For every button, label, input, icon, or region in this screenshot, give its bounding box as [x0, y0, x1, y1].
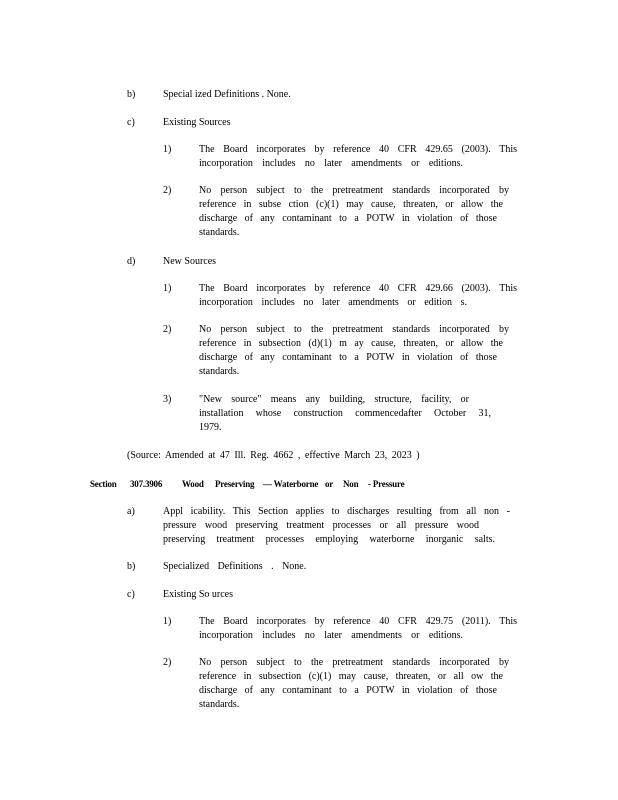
- text-line: The Board incorporates by reference 40 CFR 429.75 (2011). This: [199, 616, 517, 627]
- item-label: b): [127, 89, 136, 100]
- item-label: 1): [163, 616, 172, 627]
- item-text: [163, 255, 216, 269]
- item-label: 2): [163, 324, 172, 335]
- item-label: c): [127, 117, 135, 128]
- text-line: standards.: [199, 366, 240, 377]
- section-heading: [90, 478, 404, 490]
- text-line: No person subject to the pretreatment standards incorporated by: [199, 657, 509, 668]
- section-title-part: — Waterborne: [263, 479, 319, 489]
- item-label: 3): [163, 394, 172, 405]
- item-label: a): [127, 506, 135, 517]
- text-line: New Sources: [163, 256, 217, 267]
- item-label: 1): [163, 144, 172, 155]
- text-line: standards.: [199, 227, 240, 238]
- text-line: incorporation includes no later amendments or editions.: [199, 158, 463, 169]
- item-text: [199, 393, 491, 435]
- text-line: 1979.: [199, 422, 222, 433]
- item-text: [199, 323, 509, 379]
- text-line: installation whose construction commencedafter October 31,: [199, 408, 491, 419]
- item-text: [163, 588, 233, 602]
- text-line: pressure wood preserving treatment processes or all pressure wood: [163, 520, 479, 531]
- text-line: standards.: [199, 699, 240, 710]
- text-line: incorporation includes no later amendments or edition s.: [199, 297, 467, 308]
- text-line: discharge of any contaminant to a POTW in violation of those: [199, 213, 497, 224]
- item-label: d): [127, 256, 136, 267]
- item-text: [163, 88, 291, 102]
- section-number: 307.3906: [130, 479, 163, 489]
- text-line: discharge of any contaminant to a POTW in violation of those: [199, 685, 497, 696]
- text-line: Appl icability. This Section applies to discharges resulting from all non -: [163, 506, 510, 517]
- text-line: No person subject to the pretreatment standards incorporated by: [199, 185, 509, 196]
- text-line: Special ized Definitions . None.: [163, 89, 291, 100]
- text-line: preserving treatment processes employing waterborne inorganic salts.: [163, 534, 495, 545]
- text-line: The Board incorporates by reference 40 CFR 429.65 (2003). This: [199, 144, 517, 155]
- section-title-part: - Pressure: [368, 479, 405, 489]
- text-line: "New source" means any building, structure, facility, or: [199, 394, 469, 405]
- item-text: [163, 116, 231, 130]
- item-label: b): [127, 561, 136, 572]
- section-title-part: Preserving: [215, 479, 255, 489]
- section-title-part: Wood: [182, 479, 204, 489]
- item-label: c): [127, 589, 135, 600]
- text-line: reference in subsection (d)(1) m ay cause, threaten, or allow the: [199, 338, 503, 349]
- text-line: (Source: Amended at 47 Ill. Reg. 4662 , effective March 23, 2023 ): [127, 450, 420, 461]
- item-text: [199, 143, 517, 171]
- item-text: [163, 505, 510, 547]
- text-line: discharge of any contaminant to a POTW in violation of those: [199, 352, 497, 363]
- item-text: [163, 560, 306, 574]
- text-line: incorporation includes no later amendments or editions.: [199, 630, 463, 641]
- text-line: reference in subse ction (c)(1) may cause, threaten, or allow the: [199, 199, 503, 210]
- text-line: Existing So urces: [163, 589, 233, 600]
- text-line: reference in subsection (c)(1) may cause, threaten, or all ow the: [199, 671, 503, 682]
- item-text: [199, 282, 517, 310]
- item-label: 2): [163, 185, 172, 196]
- text-line: The Board incorporates by reference 40 CFR 429.66 (2003). This: [199, 283, 517, 294]
- item-label: 2): [163, 657, 172, 668]
- item-label: 1): [163, 283, 172, 294]
- source-note: [127, 449, 420, 463]
- text-line: Existing Sources: [163, 117, 231, 128]
- item-text: [199, 656, 509, 712]
- item-text: [199, 615, 517, 643]
- text-line: Specialized Definitions . None.: [163, 561, 307, 572]
- section-word: Section: [90, 479, 117, 489]
- item-text: [199, 184, 509, 240]
- section-title-part: or: [325, 479, 334, 489]
- text-line: No person subject to the pretreatment standards incorporated by: [199, 324, 509, 335]
- section-title-part: Non: [343, 479, 359, 489]
